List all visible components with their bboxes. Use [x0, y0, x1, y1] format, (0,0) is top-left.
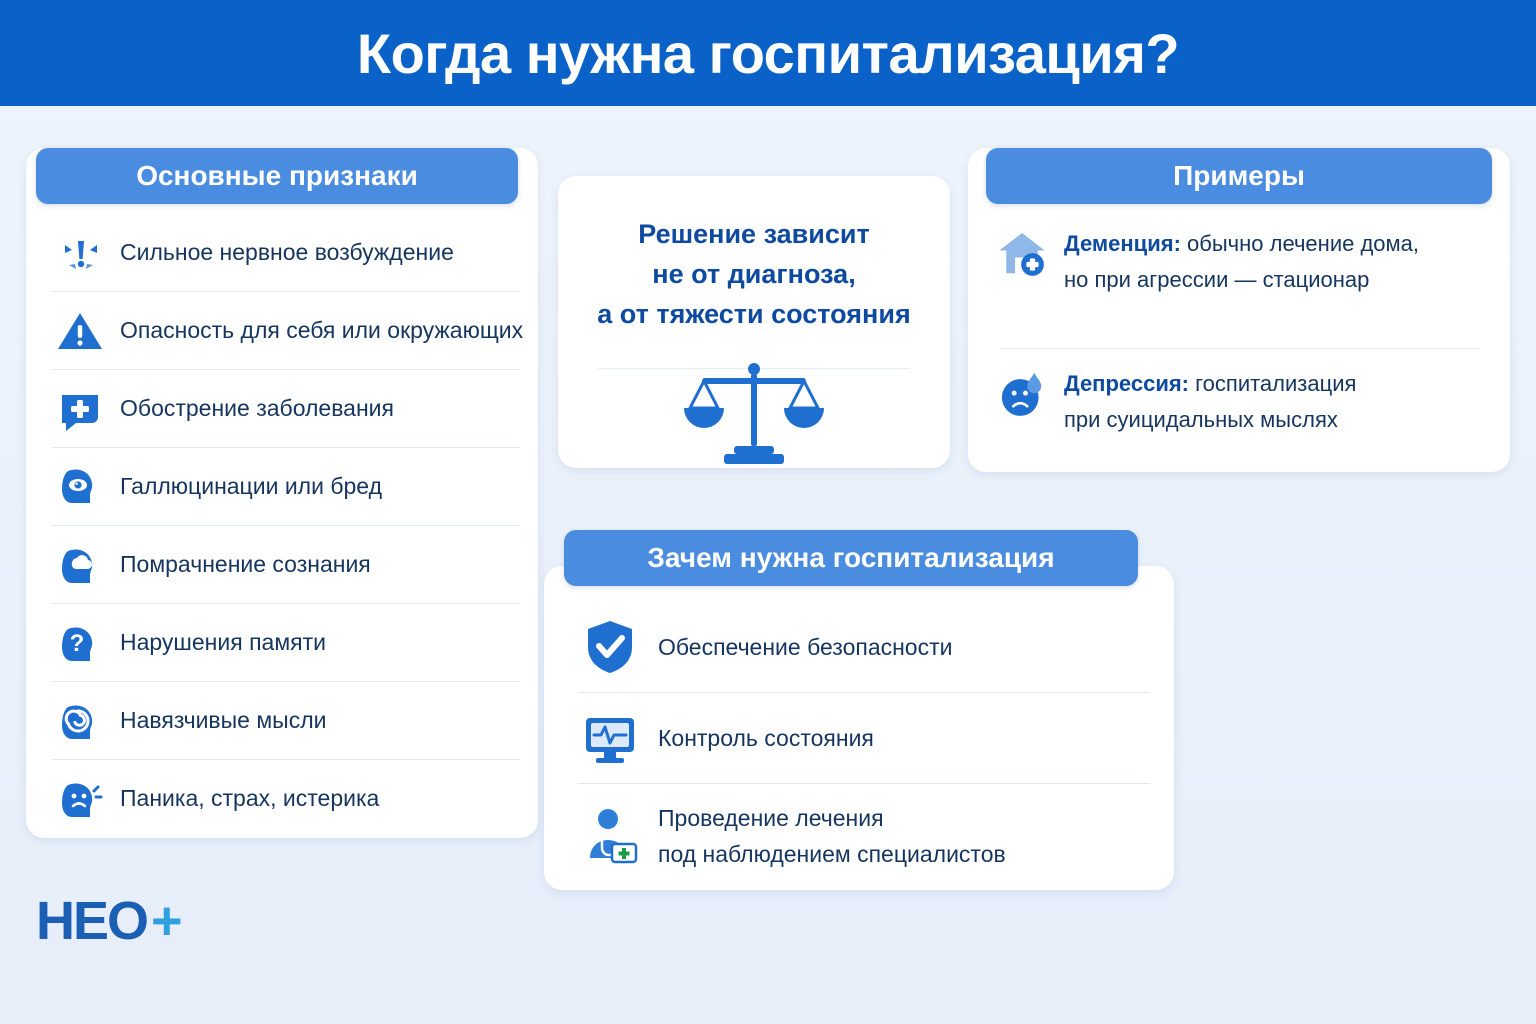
- list-item-label: Галлюцинации или бред: [120, 473, 382, 499]
- shield-check-icon: [578, 615, 642, 679]
- head-spiral-icon: [52, 693, 108, 749]
- list-item-label: Помрачнение сознания: [120, 551, 371, 577]
- list-item-label: Опасность для себя или окружающих: [120, 317, 524, 343]
- head-panic-icon: [52, 771, 108, 827]
- head-eye-icon: [52, 459, 108, 515]
- logo-text: HEO: [36, 891, 148, 951]
- list-item: [578, 693, 1150, 784]
- list-item: [52, 370, 520, 448]
- example-line-2: но при агрессии — стационар: [1064, 267, 1370, 292]
- house-medical-icon: [994, 226, 1050, 282]
- logo: [36, 890, 183, 952]
- svg-text:?: ?: [69, 629, 85, 657]
- list-item: [52, 682, 520, 760]
- list-item-label: Сильное нервное возбуждение: [120, 239, 454, 265]
- list-item: [52, 526, 520, 604]
- list-item-label: Обеспечение безопасности: [658, 634, 953, 660]
- why-card-header: [564, 530, 1138, 586]
- why-list: [578, 602, 1150, 888]
- decision-line-2: не от диагноза,: [652, 259, 856, 289]
- examples-card-header: [986, 148, 1492, 204]
- signs-header-title: Основные признаки: [136, 160, 418, 191]
- example-line-1: госпитализация: [1189, 371, 1357, 396]
- why-line-1: Проведение лечения: [658, 805, 884, 831]
- list-item: [994, 226, 1494, 298]
- examples-header-title: Примеры: [1173, 160, 1305, 191]
- list-item: [52, 214, 520, 292]
- list-item: [52, 604, 520, 682]
- list-item-label: Нарушения памяти: [120, 629, 326, 655]
- list-item: [52, 448, 520, 526]
- list-item-label: [658, 800, 1006, 872]
- sad-face-drop-icon: [994, 366, 1050, 422]
- decision-line-3: а от тяжести состояния: [597, 299, 911, 329]
- list-item: [578, 784, 1150, 888]
- page-title: Когда нужна госпитализация?: [356, 21, 1180, 85]
- example-text: [1064, 226, 1419, 298]
- decision-line-1: Решение зависит: [638, 219, 870, 249]
- scales-icon: [672, 360, 836, 470]
- signs-list: [52, 214, 524, 837]
- signs-card-header: [36, 148, 518, 204]
- page-header: [0, 0, 1536, 106]
- example-text: [1064, 366, 1356, 438]
- example-line-1: обычно лечение дома,: [1180, 231, 1419, 256]
- example-line-2: при суицидальных мыслях: [1064, 407, 1338, 432]
- list-item: [52, 292, 524, 370]
- why-line-2: под наблюдением специалистов: [658, 841, 1006, 867]
- exclamation-burst-icon: [52, 225, 108, 281]
- divider: [1000, 348, 1480, 349]
- list-item-label: Контроль состояния: [658, 725, 874, 751]
- why-header-title: Зачем нужна госпитализация: [647, 542, 1055, 573]
- list-item-label: Паника, страх, истерика: [120, 785, 380, 811]
- list-item: [994, 366, 1494, 438]
- logo-plus-icon: +: [151, 891, 183, 951]
- decision-statement: [558, 214, 950, 334]
- head-question-icon: [52, 615, 108, 671]
- list-item-label: Обострение заболевания: [120, 395, 394, 421]
- doctor-icon: [578, 804, 642, 868]
- list-item: [578, 602, 1150, 693]
- list-item: [52, 760, 520, 837]
- list-item-label: Навязчивые мысли: [120, 707, 327, 733]
- monitor-heartbeat-icon: [578, 706, 642, 770]
- warning-triangle-icon: [52, 303, 108, 359]
- head-cloud-icon: [52, 537, 108, 593]
- medical-cross-badge-icon: [52, 381, 108, 437]
- example-bold-label: Деменция:: [1064, 231, 1181, 256]
- example-bold-label: Депрессия:: [1064, 371, 1190, 396]
